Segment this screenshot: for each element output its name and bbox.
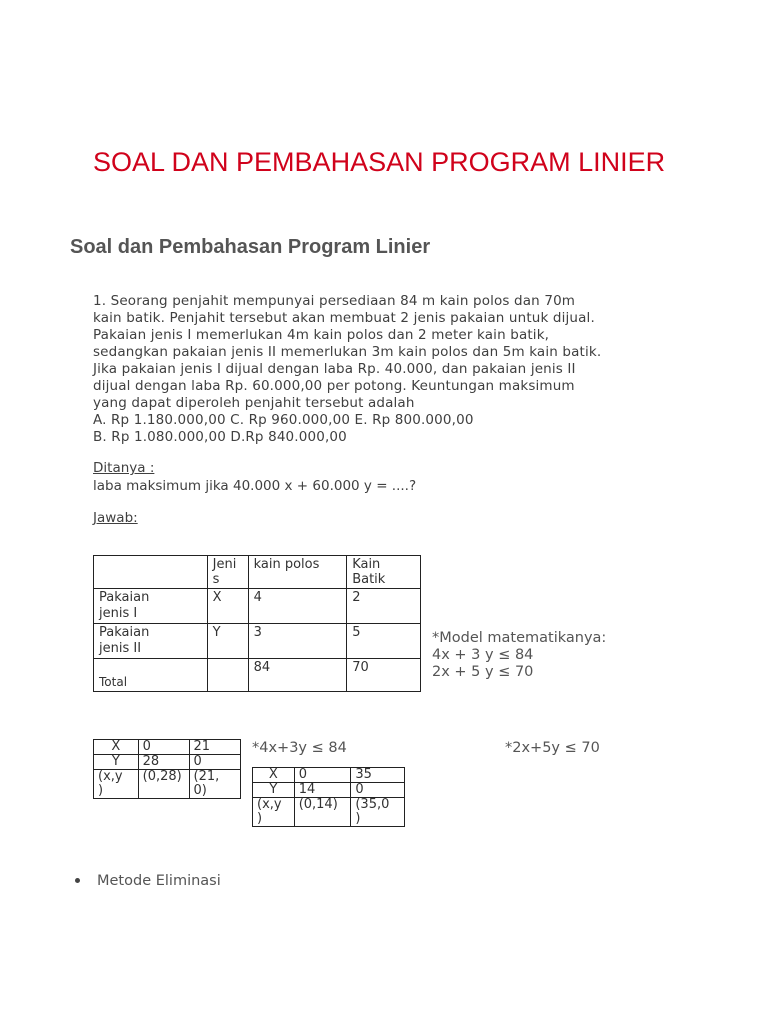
table-cell: 5 bbox=[347, 624, 421, 659]
intercept-table-2 bbox=[252, 767, 405, 827]
table-row bbox=[253, 798, 405, 827]
table-cell: Pakaian jenis I bbox=[94, 589, 208, 624]
answer-options-row-1: A. Rp 1.180.000,00 C. Rp 960.000,00 E. Rp 800.000,00 bbox=[93, 412, 474, 428]
table-cell: X bbox=[94, 740, 139, 755]
table-row bbox=[94, 755, 241, 770]
bullet-icon bbox=[75, 878, 80, 883]
table-row bbox=[253, 783, 405, 798]
table-cell: (x,y ) bbox=[94, 770, 139, 799]
table-cell: (0,14) bbox=[294, 798, 351, 827]
document-subtitle: Soal dan Pembahasan Program Linier bbox=[70, 236, 431, 258]
table-cell: 35 bbox=[351, 768, 405, 783]
table-cell: (x,y ) bbox=[253, 798, 295, 827]
model-equation-1: 4x + 3 y ≤ 84 bbox=[432, 647, 534, 663]
table-cell: 70 bbox=[347, 659, 421, 692]
bullet-item-text: Metode Eliminasi bbox=[97, 873, 221, 889]
model-equation-2: 2x + 5 y ≤ 70 bbox=[432, 664, 534, 680]
table-cell: kain polos bbox=[248, 556, 347, 589]
table-cell: Y bbox=[94, 755, 139, 770]
constraint-1-label: *4x+3y ≤ 84 bbox=[252, 740, 347, 756]
problem-line: kain batik. Penjahit tersebut akan membuat 2 jenis pakaian untuk dijual. bbox=[93, 310, 595, 326]
ditanya-label: Ditanya : bbox=[93, 460, 155, 476]
problem-statement bbox=[93, 293, 693, 446]
table-cell bbox=[207, 659, 248, 692]
table-cell: (0,28) bbox=[138, 770, 189, 799]
answer-options-row-2: B. Rp 1.080.000,00 D.Rp 840.000,00 bbox=[93, 429, 347, 445]
intercept-table-1 bbox=[93, 739, 241, 799]
table-cell: Y bbox=[253, 783, 295, 798]
table-row bbox=[253, 768, 405, 783]
table-cell: Total bbox=[94, 659, 208, 692]
jawab-label: Jawab: bbox=[93, 510, 138, 526]
model-heading: *Model matematikanya: bbox=[432, 630, 607, 646]
problem-line: Pakaian jenis I memerlukan 4m kain polos dan 2 meter kain batik, bbox=[93, 327, 550, 343]
table-cell: Kain Batik bbox=[347, 556, 421, 589]
table-cell: 4 bbox=[248, 589, 347, 624]
table-row bbox=[94, 770, 241, 799]
table-cell: Jeni s bbox=[207, 556, 248, 589]
table-cell: 0 bbox=[351, 783, 405, 798]
table-row bbox=[94, 659, 421, 692]
table-cell: X bbox=[207, 589, 248, 624]
table-cell: 14 bbox=[294, 783, 351, 798]
document-title: SOAL DAN PEMBAHASAN PROGRAM LINIER bbox=[93, 147, 666, 177]
problem-line: Jika pakaian jenis I dijual dengan laba Rp. 40.000, dan pakaian jenis II bbox=[93, 361, 576, 377]
fabric-requirement-table bbox=[93, 555, 421, 692]
table-cell: 84 bbox=[248, 659, 347, 692]
table-cell bbox=[94, 556, 208, 589]
table-cell: 0 bbox=[189, 755, 240, 770]
table-cell: 3 bbox=[248, 624, 347, 659]
problem-line: sedangkan pakaian jenis II memerlukan 3m kain polos dan 5m kain batik. bbox=[93, 344, 602, 360]
table-row bbox=[94, 589, 421, 624]
problem-line: 1. Seorang penjahit mempunyai persediaan 84 m kain polos dan 70m bbox=[93, 293, 576, 309]
table-cell: 0 bbox=[294, 768, 351, 783]
table-cell: Y bbox=[207, 624, 248, 659]
table-row bbox=[94, 740, 241, 755]
problem-line: dijual dengan laba Rp. 60.000,00 per potong. Keuntungan maksimum bbox=[93, 378, 575, 394]
table-cell: X bbox=[253, 768, 295, 783]
table-cell: 2 bbox=[347, 589, 421, 624]
table-cell: 0 bbox=[138, 740, 189, 755]
ditanya-text: laba maksimum jika 40.000 x + 60.000 y = ....? bbox=[93, 478, 417, 494]
table-cell: 28 bbox=[138, 755, 189, 770]
table-cell: (21, 0) bbox=[189, 770, 240, 799]
problem-line: yang dapat diperoleh penjahit tersebut adalah bbox=[93, 395, 415, 411]
table-row bbox=[94, 624, 421, 659]
constraint-2-label: *2x+5y ≤ 70 bbox=[505, 740, 600, 756]
table-cell: (35,0 ) bbox=[351, 798, 405, 827]
table-cell: 21 bbox=[189, 740, 240, 755]
table-cell: Pakaian jenis II bbox=[94, 624, 208, 659]
table-header-row bbox=[94, 556, 421, 589]
